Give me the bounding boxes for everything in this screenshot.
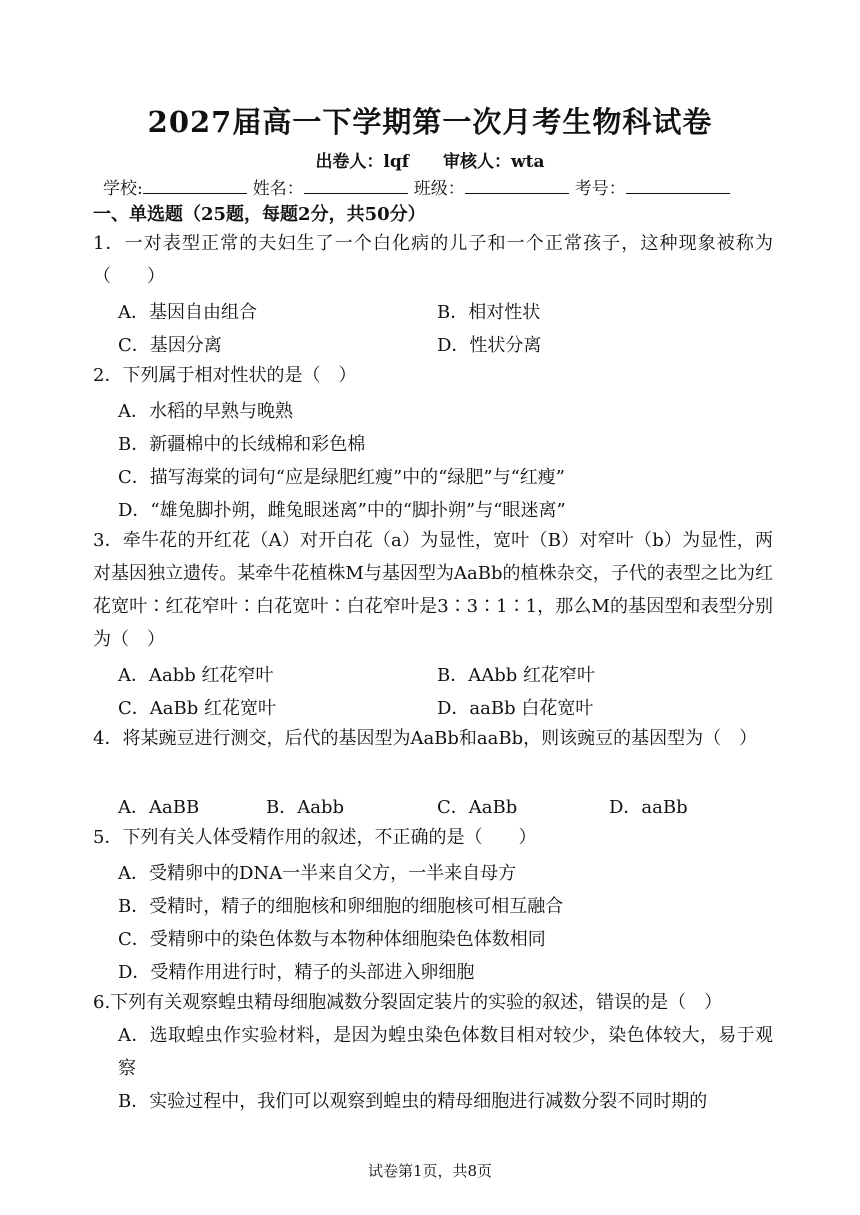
question-4-stem: 4．将某豌豆进行测交，后代的基因型为AaBb和aaBb，则该豌豆的基因型为（ ） [93, 728, 758, 749]
question-5-option-c: C．受精卵中的染色体数与本物种体细胞染色体数相同 [118, 929, 546, 950]
page-footer: 试卷第1页，共8页 [367, 1162, 493, 1180]
question-4-option-d: D．aaBb [609, 797, 688, 818]
reviewer-label: 审核人：wta [443, 152, 545, 172]
number-label: 考号： [574, 179, 626, 199]
class-blank [465, 177, 569, 194]
question-3-stem: 3．牵牛花的开红花（A）对开白花（a）为显性，宽叶（B）对窄叶（b）为显性，两对基因独立遗传。某牵牛花植株M与基因型为AaBb的植株杂交，子代的表型之比为红花宽叶∶红花窄叶∶白花宽叶∶白花窄叶是3∶3∶1∶1，那么M的基因型和表型分别为（ ） [93, 530, 773, 650]
question-3-option-a: A．Aabb 红花窄叶 [118, 665, 274, 686]
class-label: 班级： [413, 179, 465, 199]
question-6-stem: 6.下列有关观察蝗虫精母细胞减数分裂固定装片的实验的叙述，错误的是（ ） [93, 992, 723, 1013]
question-6-option-b: B．实验过程中，我们可以观察到蝗虫的精母细胞进行减数分裂不同时期的 [118, 1091, 708, 1112]
number-blank [626, 177, 730, 194]
question-5-option-b: B．受精时，精子的细胞核和卵细胞的细胞核可相互融合 [118, 896, 564, 917]
question-1-option-d: D．性状分离 [437, 335, 542, 356]
exam-title: 2027届高一下学期第一次月考生物科试卷 [147, 105, 713, 139]
question-2-option-d: D．“雄兔脚扑朔，雌兔眼迷离”中的“脚扑朔”与“眼迷离” [118, 500, 566, 521]
question-2-stem: 2．下列属于相对性状的是（ ） [93, 365, 357, 386]
question-3-option-d: D．aaBb 白花宽叶 [437, 698, 594, 719]
question-4-option-b: B．Aabb [266, 797, 345, 818]
question-5-option-a: A．受精卵中的DNA一半来自父方，一半来自母方 [118, 863, 517, 884]
student-info-line [103, 174, 736, 199]
question-2-option-c: C．描写海棠的词句“应是绿肥红瘦”中的“绿肥”与“红瘦” [118, 467, 565, 488]
question-3-option-b: B．AAbb 红花窄叶 [437, 665, 595, 686]
name-blank [304, 177, 408, 194]
question-1-option-c: C．基因分离 [118, 335, 222, 356]
question-1-option-b: B．相对性状 [437, 302, 541, 323]
question-5-option-d: D．受精作用进行时，精子的头部进入卵细胞 [118, 962, 475, 983]
question-4-option-a: A．AaBB [118, 797, 200, 818]
section-title: 一、单选题（25题，每题2分，共50分） [93, 204, 426, 225]
question-2-option-a: A．水稻的早熟与晚熟 [118, 401, 293, 422]
setter-label: 出卷人：lqf [315, 152, 410, 172]
school-blank [143, 177, 247, 194]
question-4-option-c: C．AaBb [437, 797, 518, 818]
school-label: 学校: [103, 179, 143, 199]
name-label: 姓名： [252, 179, 304, 199]
question-1-stem: 1．一对表型正常的夫妇生了一个白化病的儿子和一个正常孩子，这种现象被称为（ ） [93, 233, 773, 287]
question-1-option-a: A．基因自由组合 [118, 302, 257, 323]
question-2-option-b: B．新疆棉中的长绒棉和彩色棉 [118, 434, 366, 455]
question-5-stem: 5．下列有关人体受精作用的叙述，不正确的是（ ） [93, 827, 537, 848]
question-3-option-c: C．AaBb 红花宽叶 [118, 698, 276, 719]
question-6-option-a: A．选取蝗虫作实验材料，是因为蝗虫染色体数目相对较少，染色体较大，易于观察 [118, 1025, 773, 1079]
author-line [0, 147, 860, 172]
